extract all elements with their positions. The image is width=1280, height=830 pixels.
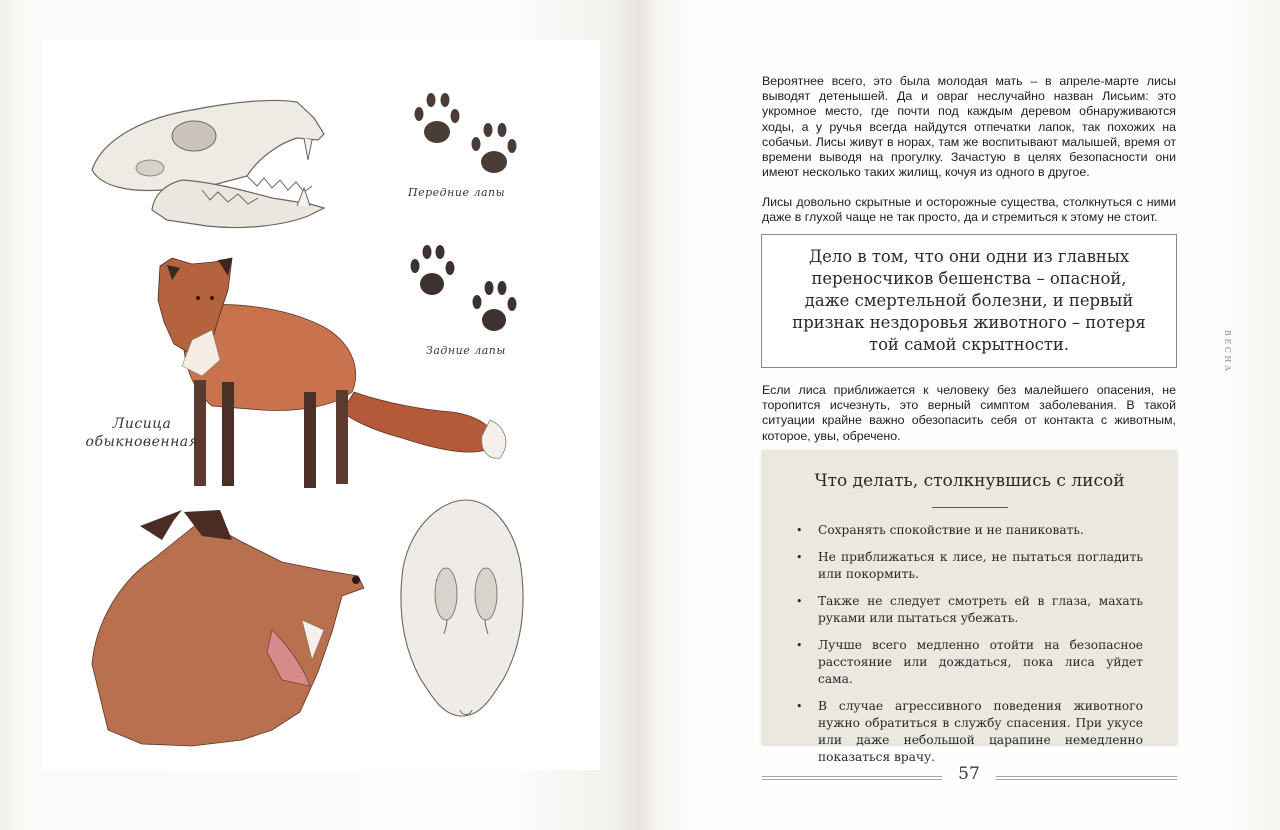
footer-rule-left	[762, 776, 942, 780]
tip-item: • Сохранять спокойствие и не паниковать.	[796, 522, 1143, 539]
fox-skull-side-illustration	[92, 100, 324, 227]
tips-title: Что делать, столкнувшись с лисой	[814, 471, 1125, 491]
body-paragraph-3: Если лиса приближается к человеку без малейшего опасения, не торопится исчезнуть, это верный симптом заболевания. В такой ситуации крайне важно обезопасить себя от контакта с животным, которое, увы, обречено.	[762, 383, 1176, 443]
front-paws-caption: Передние лапы	[408, 186, 506, 199]
hind-paw-prints-illustration	[411, 245, 517, 331]
tips-divider	[932, 507, 1008, 508]
tip-item: • Также не следует смотреть ей в глаза, махать руками или пытаться убежать.	[796, 593, 1143, 627]
tips-list	[796, 522, 1143, 766]
body-paragraph-2: Лисы довольно скрытные и осторожные существа, столкнуться с ними даже в глухой чаще не так просто, да и стремиться к этому не стоит.	[762, 195, 1176, 225]
fox-skull-top-illustration	[401, 500, 523, 716]
tip-item: • Не приближаться к лисе, не пытаться погладить или покормить.	[796, 549, 1143, 583]
section-label: ВЕСНА	[1223, 330, 1232, 374]
safety-tips-box	[762, 450, 1177, 764]
fox-caption-line2: обыкновенная	[85, 434, 199, 450]
quote-box	[761, 234, 1177, 368]
body-paragraph-1: Вероятнее всего, это была молодая мать – в апреле-марте лисы выводят детенышей. Да и овраг неслучайно назван Лисьим: это укромное место, где почти под каждым деревом обнаруживаются ходы, а у ручья всегда найдутся отпечатки лапок, так похожих на собачьи. Лисы живут в норах, там же воспитывают малышей, время от времени выводя на прогулку. Зачастую в целях безопасности они имеют несколько таких жилищ, кочуя из одного в другое.	[762, 74, 1176, 180]
footer-rule-right	[996, 776, 1177, 780]
page-number: 57	[958, 764, 980, 784]
fox-species-caption	[82, 415, 202, 451]
tip-item: • В случае агрессивного поведения животного нужно обратиться в службу спасения. При укусе или даже небольшой царапине немедленно показаться врачу.	[796, 698, 1143, 766]
front-paw-prints-illustration	[415, 93, 517, 173]
illustration-panel	[42, 40, 600, 770]
tip-item: • Лучше всего медленно отойти на безопасное расстояние или дождаться, пока лиса уйдет сама.	[796, 637, 1143, 688]
red-fox-standing-illustration	[158, 258, 506, 488]
hind-paws-caption: Задние лапы	[426, 344, 506, 357]
fox-head-yawning-illustration	[92, 510, 364, 746]
quote-text: Дело в том, что они одни из главных переносчиков бешенства – опасной, даже смертельной болезни, и первый признак нездоровья животного – потеря той самой скрытности.	[792, 247, 1146, 354]
fox-caption-line1: Лисица	[112, 416, 172, 432]
